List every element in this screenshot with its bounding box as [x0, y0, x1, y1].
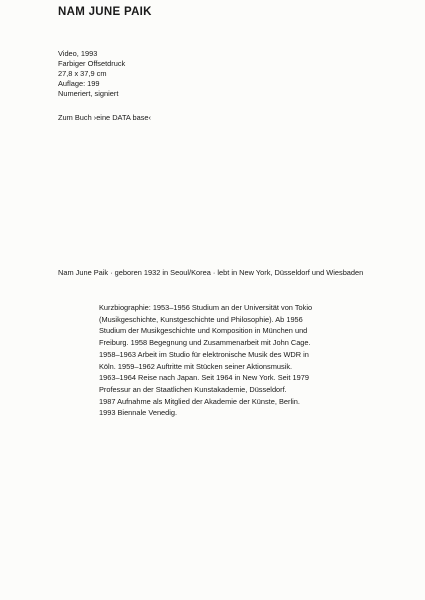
biography-line: 1993 Biennale Venedig. [99, 408, 178, 418]
biography-line: Freiburg. 1958 Begegnung und Zusammenarbeit mit John Cage. [99, 338, 311, 348]
book-reference: Zum Buch ›eine DATA base‹ [58, 113, 151, 122]
artwork-medium: Video, 1993 [58, 49, 98, 58]
biography-line: Kurzbiographie: 1953–1956 Studium an der Universität von Tokio [99, 303, 313, 312]
artwork-details [58, 49, 125, 99]
biography-line: Köln. 1959–1962 Auftritte mit Stücken seiner Aktionsmusik. [99, 361, 293, 371]
biography-line: Studium der Musikgeschichte und Komposition in München und [99, 326, 308, 336]
artwork-signature-note: Numeriert, signiert [58, 89, 119, 98]
biography-line: 1958–1963 Arbeit im Studio für elektronische Musik des WDR in [99, 349, 309, 359]
page-title: NAM JUNE PAIK [58, 6, 152, 18]
biography-line: Professur an der Staatlichen Kunstakademie, Düsseldorf. [99, 384, 287, 394]
artwork-technique: Farbiger Offsetdruck [58, 59, 126, 68]
biography-line: 1963–1964 Reise nach Japan. Seit 1964 in New York. Seit 1979 [99, 373, 309, 383]
biography-text [99, 302, 399, 419]
biography-line: (Musikgeschichte, Kunstgeschichte und Philosophie). Ab 1956 [99, 314, 303, 324]
artist-summary: Nam June Paik · geboren 1932 in Seoul/Korea · lebt in New York, Düsseldorf und Wiesbaden [58, 268, 364, 277]
artwork-dimensions: 27,8 x 37,9 cm [58, 69, 107, 78]
artwork-edition: Auflage: 199 [58, 79, 100, 88]
biography-line: 1987 Aufnahme als Mitglied der Akademie der Künste, Berlin. [99, 396, 300, 406]
